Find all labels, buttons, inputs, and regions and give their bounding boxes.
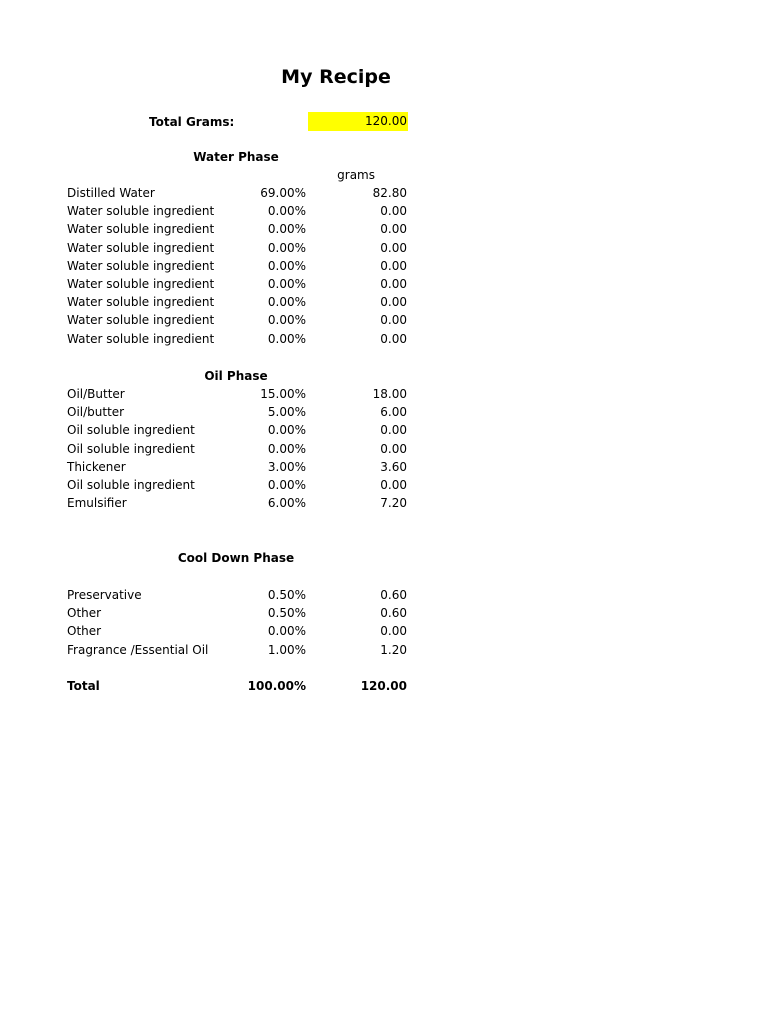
ingredient-row bbox=[0, 476, 768, 494]
ingredient-row bbox=[0, 458, 768, 476]
ingredient-percent[interactable]: 0.00% bbox=[267, 240, 306, 255]
ingredient-name[interactable]: Oil soluble ingredient bbox=[67, 478, 195, 492]
ingredient-name[interactable]: Thickener bbox=[67, 459, 126, 474]
ingredient-row bbox=[0, 385, 768, 403]
ingredient-grams: 18.00 bbox=[372, 387, 407, 401]
ingredient-grams: 0.60 bbox=[380, 606, 407, 621]
ingredient-percent[interactable]: 0.00% bbox=[267, 478, 306, 492]
ingredient-row bbox=[0, 622, 768, 640]
oil-phase-heading: Oil Phase bbox=[204, 369, 268, 383]
ingredient-name[interactable]: Water soluble ingredient bbox=[67, 204, 215, 219]
ingredient-grams: 0.00 bbox=[380, 258, 407, 273]
ingredient-percent[interactable]: 69.00% bbox=[260, 186, 306, 200]
ingredient-name[interactable]: Water soluble ingredient bbox=[67, 222, 215, 237]
ingredient-grams: 0.00 bbox=[380, 423, 407, 438]
ingredient-grams: 0.00 bbox=[380, 331, 407, 346]
ingredient-grams: 0.00 bbox=[380, 478, 407, 492]
ingredient-row bbox=[0, 330, 768, 348]
total-grams: 120.00 bbox=[360, 679, 407, 693]
ingredient-percent[interactable]: 0.00% bbox=[267, 441, 306, 456]
ingredient-percent[interactable]: 3.00% bbox=[267, 459, 306, 474]
total-row bbox=[0, 677, 768, 695]
ingredient-name[interactable]: Water soluble ingredient bbox=[67, 240, 215, 255]
ingredient-name[interactable]: Water soluble ingredient bbox=[67, 331, 215, 346]
ingredient-grams: 0.00 bbox=[380, 277, 407, 291]
grams-column-header: grams bbox=[337, 168, 375, 182]
ingredient-percent[interactable]: 0.00% bbox=[267, 277, 306, 291]
ingredient-percent[interactable]: 5.00% bbox=[267, 405, 306, 420]
ingredient-percent[interactable]: 0.50% bbox=[267, 606, 306, 621]
total-grams-value[interactable]: 120.00 bbox=[308, 112, 408, 131]
ingredient-row bbox=[0, 293, 768, 311]
ingredient-name[interactable]: Emulsifier bbox=[67, 496, 127, 511]
water-phase-heading: Water Phase bbox=[193, 150, 279, 164]
total-grams-label: Total Grams: bbox=[149, 115, 235, 129]
ingredient-name[interactable]: Water soluble ingredient bbox=[67, 258, 215, 273]
ingredient-name[interactable]: Water soluble ingredient bbox=[67, 277, 215, 291]
ingredient-name[interactable]: Water soluble ingredient bbox=[67, 313, 215, 328]
ingredient-percent[interactable]: 0.00% bbox=[267, 624, 306, 639]
ingredient-row bbox=[0, 202, 768, 220]
ingredient-percent[interactable]: 1.00% bbox=[267, 642, 306, 657]
ingredient-grams: 7.20 bbox=[380, 496, 407, 511]
ingredient-percent[interactable]: 15.00% bbox=[260, 387, 306, 401]
cool-down-phase-heading: Cool Down Phase bbox=[177, 551, 295, 565]
ingredient-name[interactable]: Oil soluble ingredient bbox=[67, 441, 195, 456]
ingredient-row bbox=[0, 586, 768, 604]
ingredient-name[interactable]: Oil/Butter bbox=[67, 387, 125, 401]
ingredient-grams: 6.00 bbox=[380, 405, 407, 420]
ingredient-grams: 0.00 bbox=[380, 441, 407, 456]
ingredient-name[interactable]: Oil/butter bbox=[67, 405, 125, 420]
ingredient-percent[interactable]: 0.00% bbox=[267, 423, 306, 438]
ingredient-name[interactable]: Other bbox=[67, 624, 102, 639]
ingredient-row bbox=[0, 220, 768, 238]
ingredient-row bbox=[0, 494, 768, 512]
ingredient-row bbox=[0, 184, 768, 202]
ingredient-grams: 0.00 bbox=[380, 240, 407, 255]
ingredient-name[interactable]: Other bbox=[67, 606, 102, 621]
ingredient-row bbox=[0, 604, 768, 622]
ingredient-percent[interactable]: 0.50% bbox=[267, 588, 306, 602]
ingredient-name[interactable]: Oil soluble ingredient bbox=[67, 423, 195, 438]
ingredient-name[interactable]: Preservative bbox=[67, 588, 142, 602]
ingredient-row bbox=[0, 641, 768, 659]
total-label: Total bbox=[67, 679, 100, 693]
page-title: My Recipe bbox=[281, 66, 391, 88]
ingredient-percent[interactable]: 0.00% bbox=[267, 331, 306, 346]
ingredient-grams: 0.00 bbox=[380, 295, 407, 310]
total-percent: 100.00% bbox=[247, 679, 306, 693]
ingredient-grams: 0.00 bbox=[380, 313, 407, 328]
ingredient-grams: 0.00 bbox=[380, 624, 407, 639]
ingredient-percent[interactable]: 0.00% bbox=[267, 258, 306, 273]
ingredient-grams: 82.80 bbox=[372, 186, 407, 200]
ingredient-name[interactable]: Distilled Water bbox=[67, 186, 155, 200]
ingredient-grams: 3.60 bbox=[380, 459, 407, 474]
ingredient-grams: 0.00 bbox=[380, 204, 407, 219]
ingredient-grams: 0.60 bbox=[380, 588, 407, 602]
ingredient-percent[interactable]: 0.00% bbox=[267, 204, 306, 219]
ingredient-percent[interactable]: 0.00% bbox=[267, 295, 306, 310]
ingredient-percent[interactable]: 0.00% bbox=[267, 222, 306, 237]
ingredient-row bbox=[0, 239, 768, 257]
ingredient-grams: 1.20 bbox=[380, 642, 407, 657]
ingredient-row bbox=[0, 257, 768, 275]
ingredient-row bbox=[0, 403, 768, 421]
ingredient-name[interactable]: Fragrance /Essential Oil bbox=[67, 642, 209, 657]
ingredient-percent[interactable]: 0.00% bbox=[267, 313, 306, 328]
ingredient-row bbox=[0, 440, 768, 458]
ingredient-percent[interactable]: 6.00% bbox=[267, 496, 306, 511]
ingredient-name[interactable]: Water soluble ingredient bbox=[67, 295, 215, 310]
ingredient-row bbox=[0, 275, 768, 293]
ingredient-row bbox=[0, 311, 768, 329]
ingredient-grams: 0.00 bbox=[380, 222, 407, 237]
ingredient-row bbox=[0, 421, 768, 439]
